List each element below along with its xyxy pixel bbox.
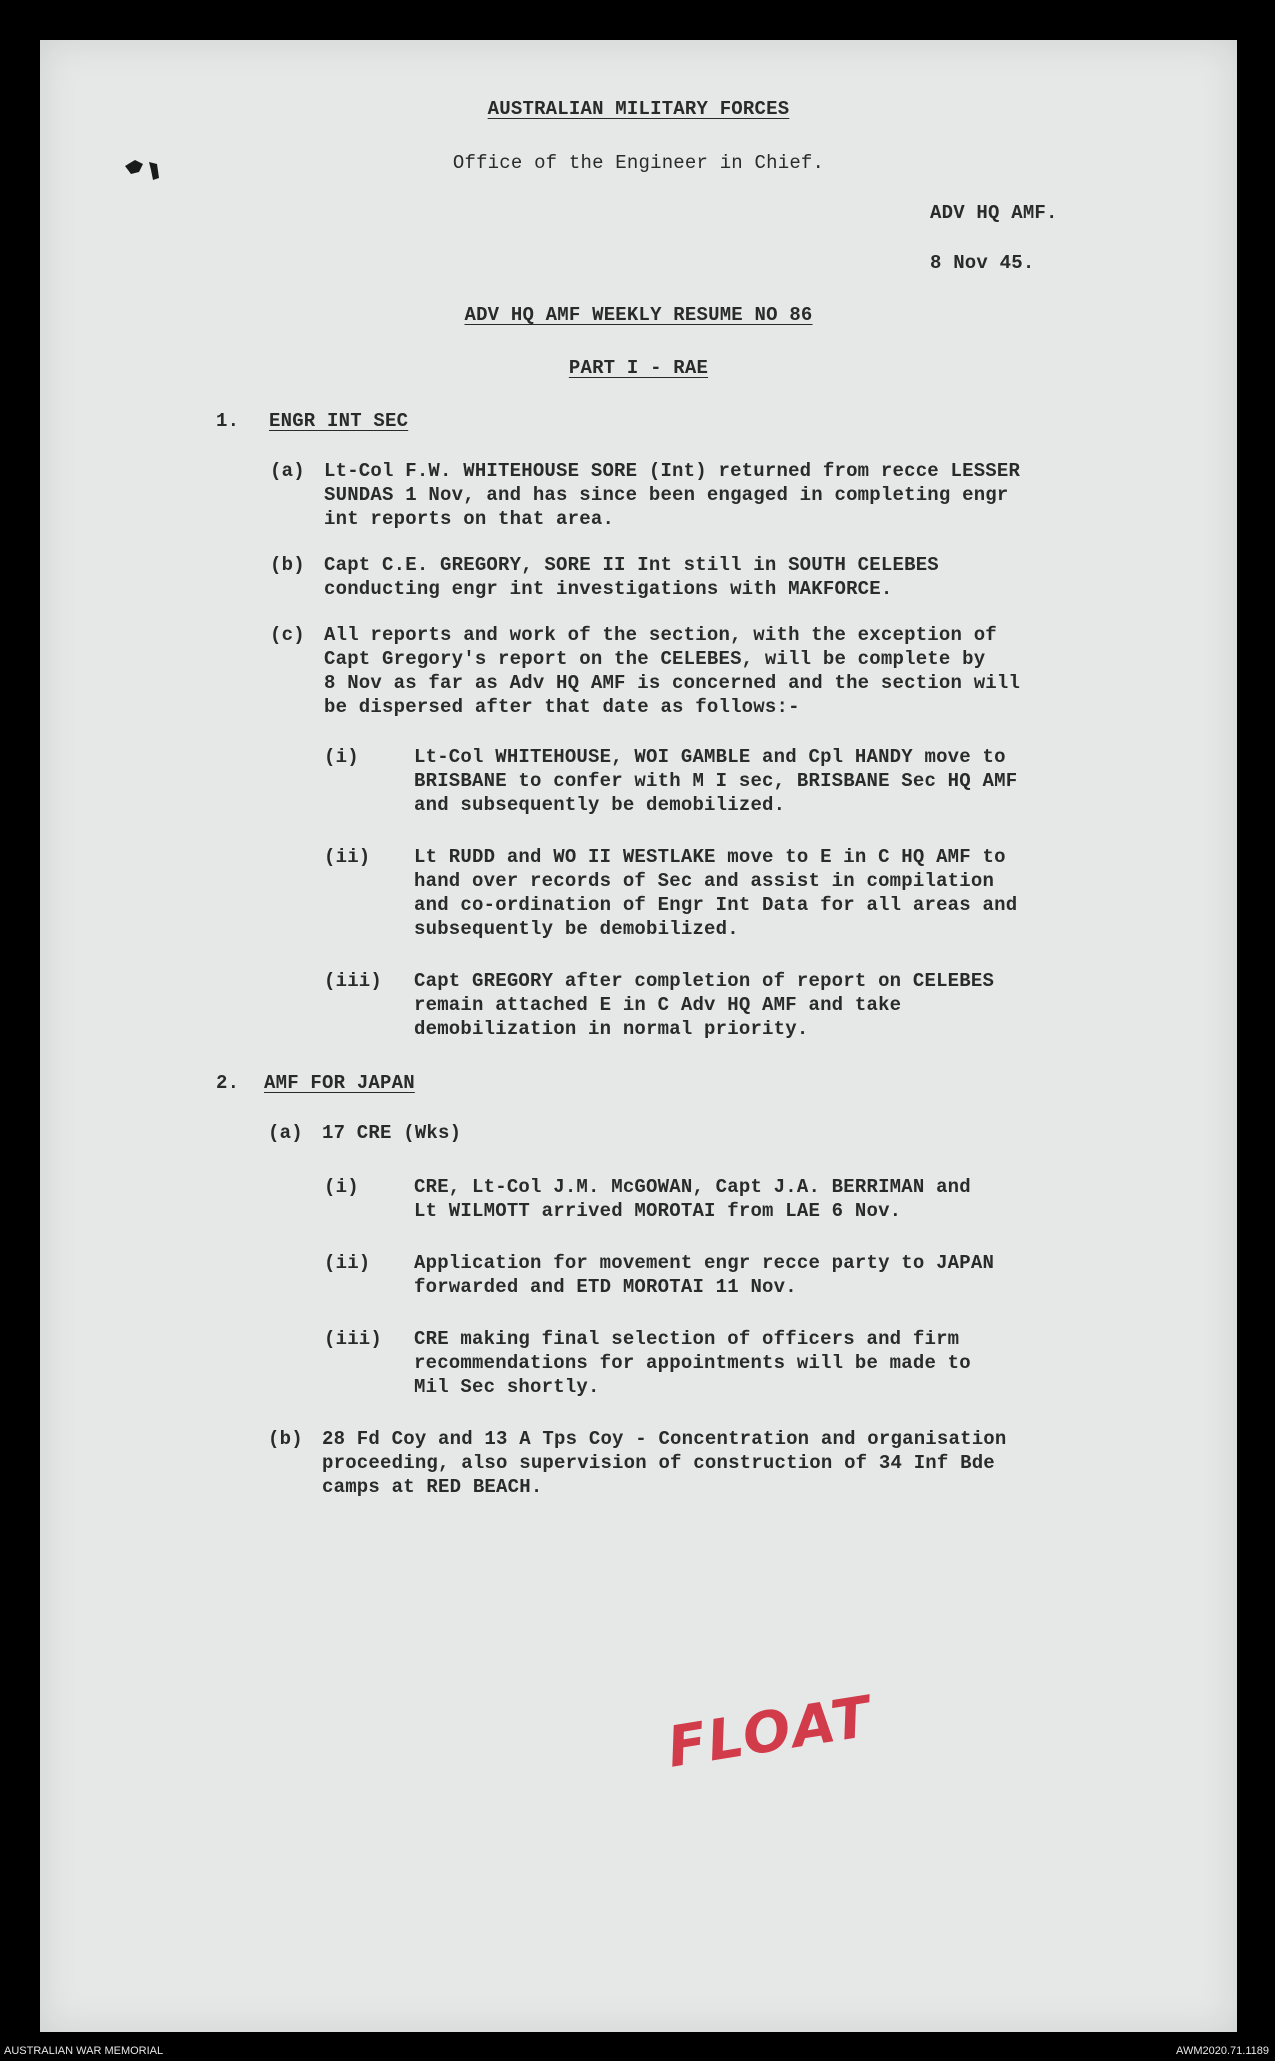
para-1b-line: Capt C.E. GREGORY, SORE II Int still in SOUTH CELEBES bbox=[324, 554, 939, 576]
para-1a-label: (a) bbox=[270, 460, 305, 482]
para-2a-i-label: (i) bbox=[324, 1176, 359, 1198]
para-1c-iii-line: demobilization in normal priority. bbox=[414, 1018, 809, 1040]
office-line: Office of the Engineer in Chief. bbox=[452, 152, 825, 174]
para-1c-i-line: Lt-Col WHITEHOUSE, WOI GAMBLE and Cpl HANDY move to bbox=[414, 746, 1006, 768]
para-1c-label: (c) bbox=[270, 624, 305, 646]
document-title: ADV HQ AMF WEEKLY RESUME NO 86 bbox=[464, 304, 813, 326]
date-line: 8 Nov 45. bbox=[930, 252, 1035, 274]
footer-accession-number: AWM2020.71.1189 bbox=[1176, 2045, 1269, 2057]
para-2a-ii-line: forwarded and ETD MOROTAI 11 Nov. bbox=[414, 1276, 797, 1298]
para-1c-iii-label: (iii) bbox=[324, 970, 383, 992]
para-1c-i-label: (i) bbox=[324, 746, 359, 768]
para-2a-i-line: Lt WILMOTT arrived MOROTAI from LAE 6 Nov. bbox=[414, 1200, 902, 1222]
handwritten-float-annotation: FLOAT bbox=[663, 1684, 877, 1781]
para-2a-ii-label: (ii) bbox=[324, 1252, 371, 1274]
para-1a-line: Lt-Col F.W. WHITEHOUSE SORE (Int) returned from recce LESSER bbox=[324, 460, 1021, 482]
section-1-heading: ENGR INT SEC bbox=[269, 410, 409, 432]
para-1c-line: 8 Nov as far as Adv HQ AMF is concerned and the section will bbox=[324, 672, 1021, 694]
para-2a-iii-line: recommendations for appointments will be made to bbox=[414, 1352, 971, 1374]
para-1c-ii-line: and co-ordination of Engr Int Data for all areas and bbox=[414, 894, 1018, 916]
para-1c-iii-line: remain attached E in C Adv HQ AMF and take bbox=[414, 994, 902, 1016]
para-2a-label: (a) bbox=[268, 1122, 303, 1144]
para-1c-line: All reports and work of the section, with the exception of bbox=[324, 624, 997, 646]
para-1c-line: Capt Gregory's report on the CELEBES, will be complete by bbox=[324, 648, 986, 670]
para-2a-iii-label: (iii) bbox=[324, 1328, 383, 1350]
section-1-number: 1. bbox=[216, 410, 240, 432]
para-1c-ii-line: subsequently be demobilized. bbox=[414, 918, 739, 940]
para-1a-line: int reports on that area. bbox=[324, 508, 615, 530]
para-2b-line: proceeding, also supervision of construction of 34 Inf Bde bbox=[322, 1452, 995, 1474]
para-1c-i-line: and subsequently be demobilized. bbox=[414, 794, 786, 816]
para-1c-line: be dispersed after that date as follows:- bbox=[324, 696, 800, 718]
footer-credit: AUSTRALIAN WAR MEMORIAL bbox=[4, 2045, 164, 2057]
para-1c-iii-line: Capt GREGORY after completion of report on CELEBES bbox=[414, 970, 995, 992]
para-2a-iii-line: CRE making final selection of officers and firm bbox=[414, 1328, 960, 1350]
para-1c-ii-label: (ii) bbox=[324, 846, 371, 868]
para-2b-line: 28 Fd Coy and 13 A Tps Coy - Concentration and organisation bbox=[322, 1428, 1007, 1450]
para-1c-ii-line: Lt RUDD and WO II WESTLAKE move to E in C HQ AMF to bbox=[414, 846, 1006, 868]
org-heading: AUSTRALIAN MILITARY FORCES bbox=[487, 98, 790, 120]
para-2a-i-line: CRE, Lt-Col J.M. McGOWAN, Capt J.A. BERRIMAN and bbox=[414, 1176, 971, 1198]
para-1b-label: (b) bbox=[270, 554, 305, 576]
para-1b-line: conducting engr int investigations with MAKFORCE. bbox=[324, 578, 893, 600]
para-2a-title: 17 CRE (Wks) bbox=[322, 1122, 462, 1144]
para-1a-line: SUNDAS 1 Nov, and has since been engaged in completing engr bbox=[324, 484, 1009, 506]
location-line: ADV HQ AMF. bbox=[930, 202, 1058, 224]
section-2-heading: AMF FOR JAPAN bbox=[264, 1072, 415, 1094]
section-2-number: 2. bbox=[216, 1072, 240, 1094]
document-page bbox=[40, 40, 1237, 2032]
para-2a-ii-line: Application for movement engr recce party to JAPAN bbox=[414, 1252, 995, 1274]
para-2b-label: (b) bbox=[268, 1428, 303, 1450]
para-2a-iii-line: Mil Sec shortly. bbox=[414, 1376, 600, 1398]
para-2b-line: camps at RED BEACH. bbox=[322, 1476, 543, 1498]
para-1c-i-line: BRISBANE to confer with M I sec, BRISBANE Sec HQ AMF bbox=[414, 770, 1018, 792]
part-heading: PART I - RAE bbox=[568, 357, 709, 379]
para-1c-ii-line: hand over records of Sec and assist in compilation bbox=[414, 870, 995, 892]
